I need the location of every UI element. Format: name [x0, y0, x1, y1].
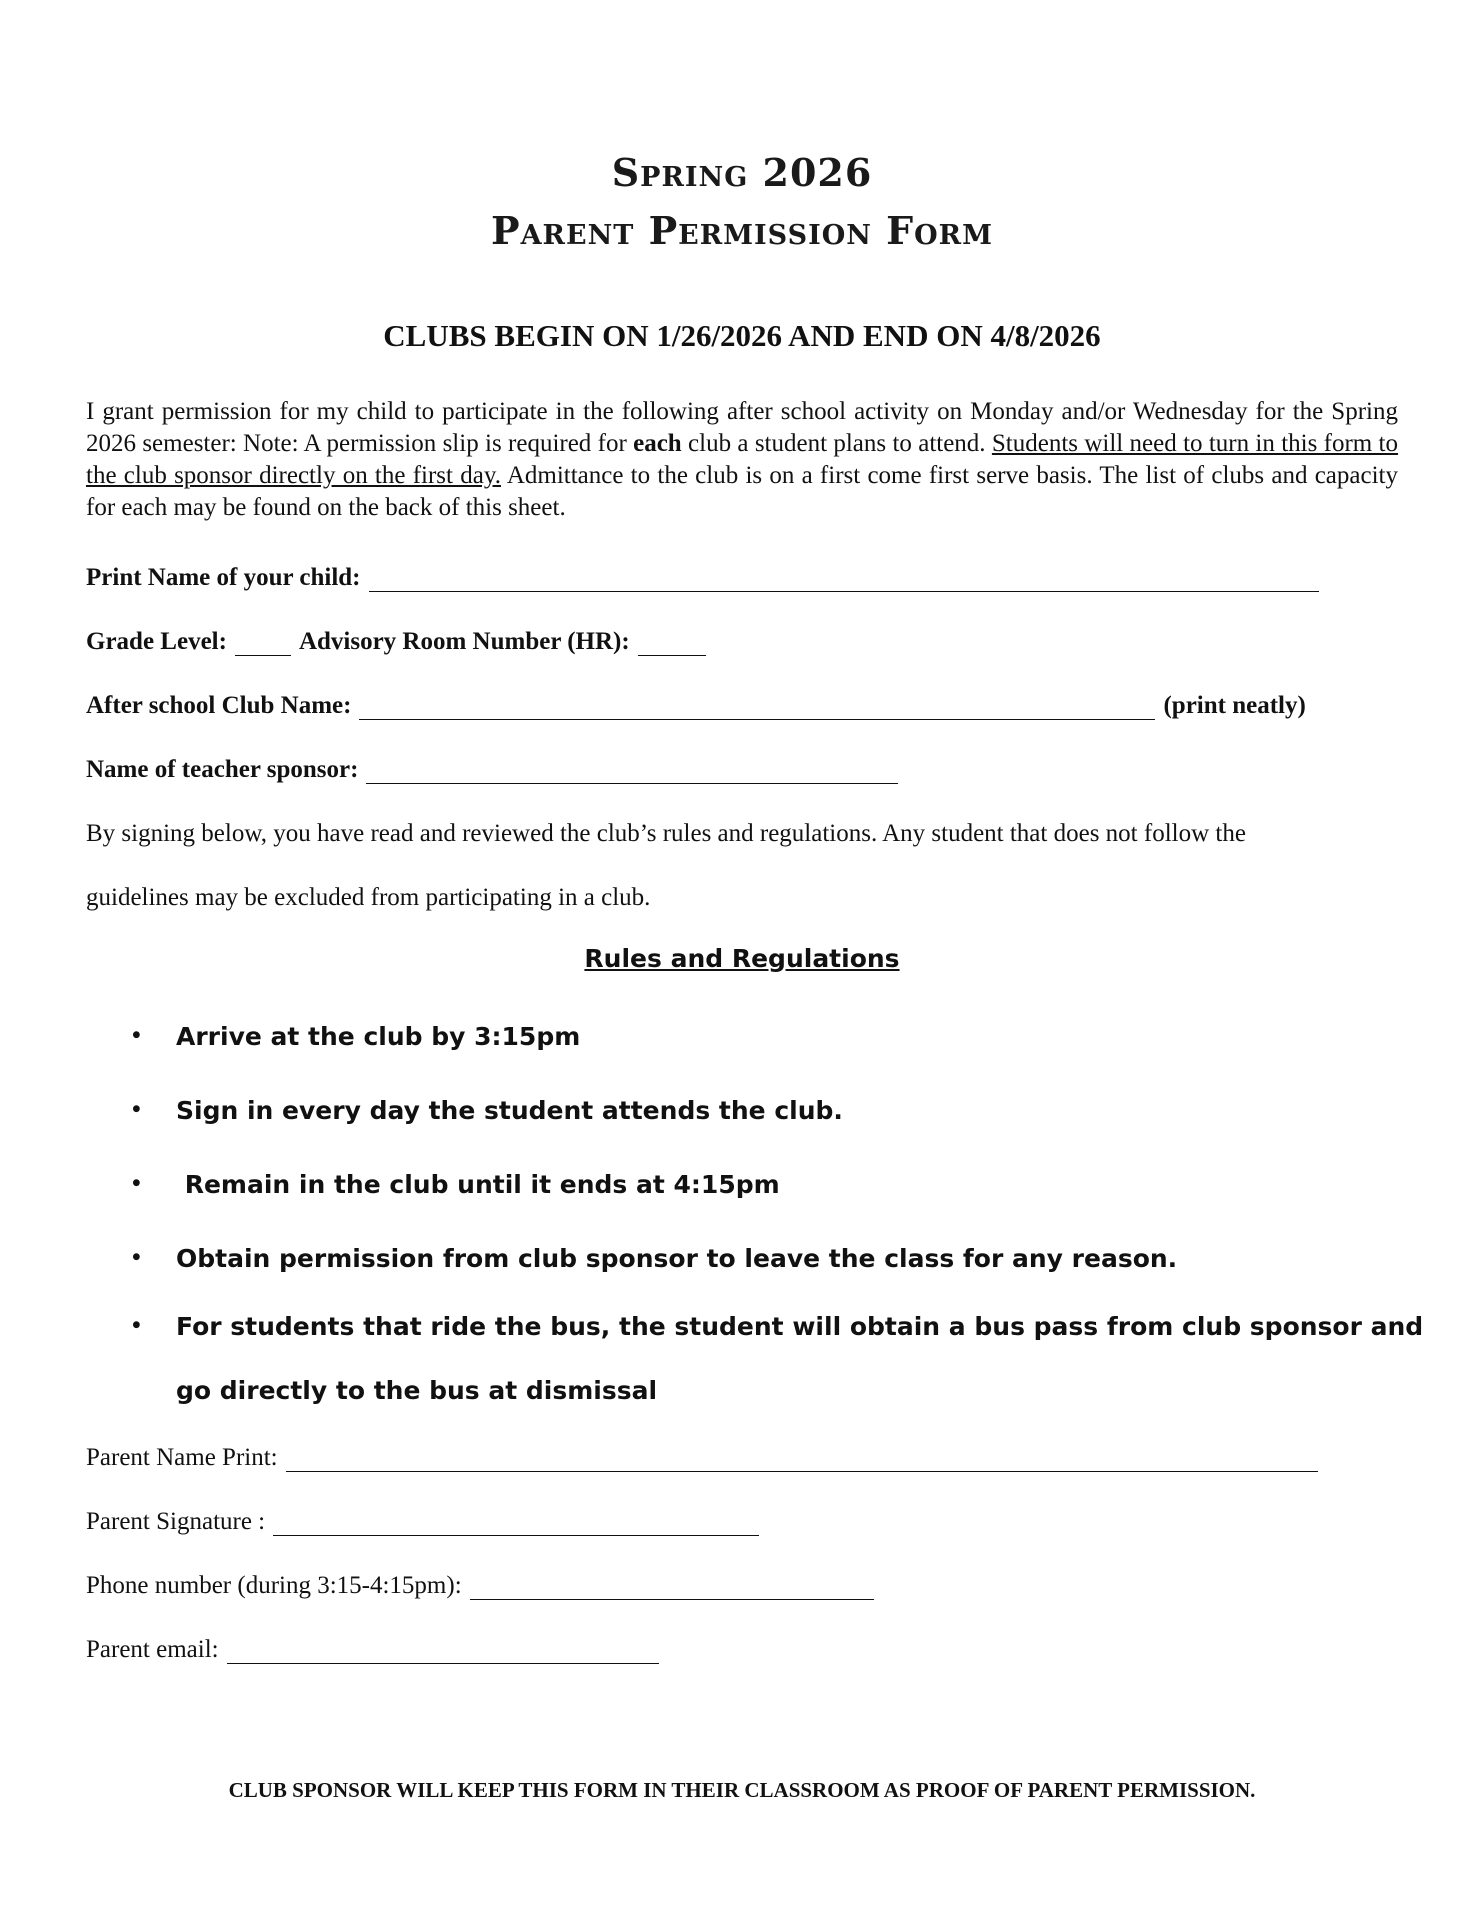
- sponsor-blank[interactable]: [366, 759, 898, 784]
- rule-text: Arrive at the club by 3:15pm: [176, 1022, 581, 1051]
- advisory-blank[interactable]: [638, 631, 706, 656]
- child-name-label: Print Name of your child:: [86, 564, 361, 591]
- intro-bold-each: each: [633, 430, 682, 457]
- rule-item: [134, 1312, 1424, 1341]
- club-name-label: After school Club Name:: [86, 692, 352, 719]
- email-blank[interactable]: [227, 1639, 659, 1664]
- intro-text-3: Admittance to the club is on a first come first serve basis. The list of clubs and capacity for each may be found on the back of this sheet.: [86, 462, 1398, 521]
- phone-blank[interactable]: [470, 1575, 874, 1600]
- parent-signature-blank[interactable]: [273, 1511, 759, 1536]
- footer-note: CLUB SPONSOR WILL KEEP THIS FORM IN THEIR CLASSROOM AS PROOF OF PARENT PERMISSION.: [228, 1778, 1256, 1802]
- child-name-blank[interactable]: [369, 567, 1319, 592]
- rule-item: [134, 1244, 1178, 1273]
- grade-label: Grade Level:: [86, 628, 227, 655]
- intro-text-2: club a student plans to attend.: [681, 430, 992, 457]
- child-name-field: [86, 560, 1319, 592]
- parent-name-field: [86, 1440, 1318, 1472]
- grade-blank[interactable]: [235, 631, 291, 656]
- sponsor-field: [86, 752, 898, 784]
- advisory-label: Advisory Room Number (HR):: [298, 628, 630, 655]
- intro-underlined-instruction: Students will need to turn in this form to the club sponsor directly on the first day.: [86, 430, 1399, 489]
- rule-item: [134, 1022, 581, 1051]
- parent-name-blank[interactable]: [286, 1447, 1318, 1472]
- parent-signature-field: [86, 1504, 759, 1536]
- rule-text: Sign in every day the student attends the club.: [176, 1096, 843, 1125]
- acknowledgement-line-1: By signing below, you have read and reviewed the club’s rules and regulations. Any student that does not follow the: [86, 820, 1246, 847]
- email-field: [86, 1632, 659, 1664]
- rule-continuation: go directly to the bus at dismissal: [176, 1376, 658, 1405]
- form-title: Parent Permission Form: [491, 208, 993, 253]
- grade-advisory-field: [86, 624, 706, 656]
- parent-name-label: Parent Name Print:: [86, 1444, 278, 1471]
- rule-text: Obtain permission from club sponsor to leave the class for any reason.: [176, 1244, 1178, 1273]
- club-name-field: [86, 688, 1306, 720]
- acknowledgement-line-2: guidelines may be excluded from participating in a club.: [86, 884, 651, 911]
- sponsor-label: Name of teacher sponsor:: [86, 756, 359, 783]
- form-title-semester: Spring 2026: [611, 150, 873, 195]
- phone-field: [86, 1568, 874, 1600]
- parent-signature-label: Parent Signature :: [86, 1508, 266, 1535]
- rule-text: Remain in the club until it ends at 4:15pm: [176, 1170, 780, 1199]
- club-name-note: (print neatly): [1163, 692, 1306, 719]
- intro-paragraph: [86, 396, 1398, 524]
- rule-item: [134, 1096, 843, 1125]
- rule-text: For students that ride the bus, the student will obtain a bus pass from club sponsor and: [176, 1312, 1424, 1341]
- email-label: Parent email:: [86, 1636, 219, 1663]
- club-dates-heading: CLUBS BEGIN ON 1/26/2026 AND END ON 4/8/2026: [383, 318, 1101, 353]
- club-name-blank[interactable]: [359, 695, 1155, 720]
- intro-text-1: I grant permission for my child to participate in the following after school activity on Monday and/or Wednesday for the Spring 2026 semester: Note: A permission slip is required for: [86, 398, 1398, 457]
- rules-heading: Rules and Regulations: [584, 944, 900, 973]
- rule-item: [134, 1170, 780, 1199]
- phone-label: Phone number (during 3:15-4:15pm):: [86, 1572, 462, 1599]
